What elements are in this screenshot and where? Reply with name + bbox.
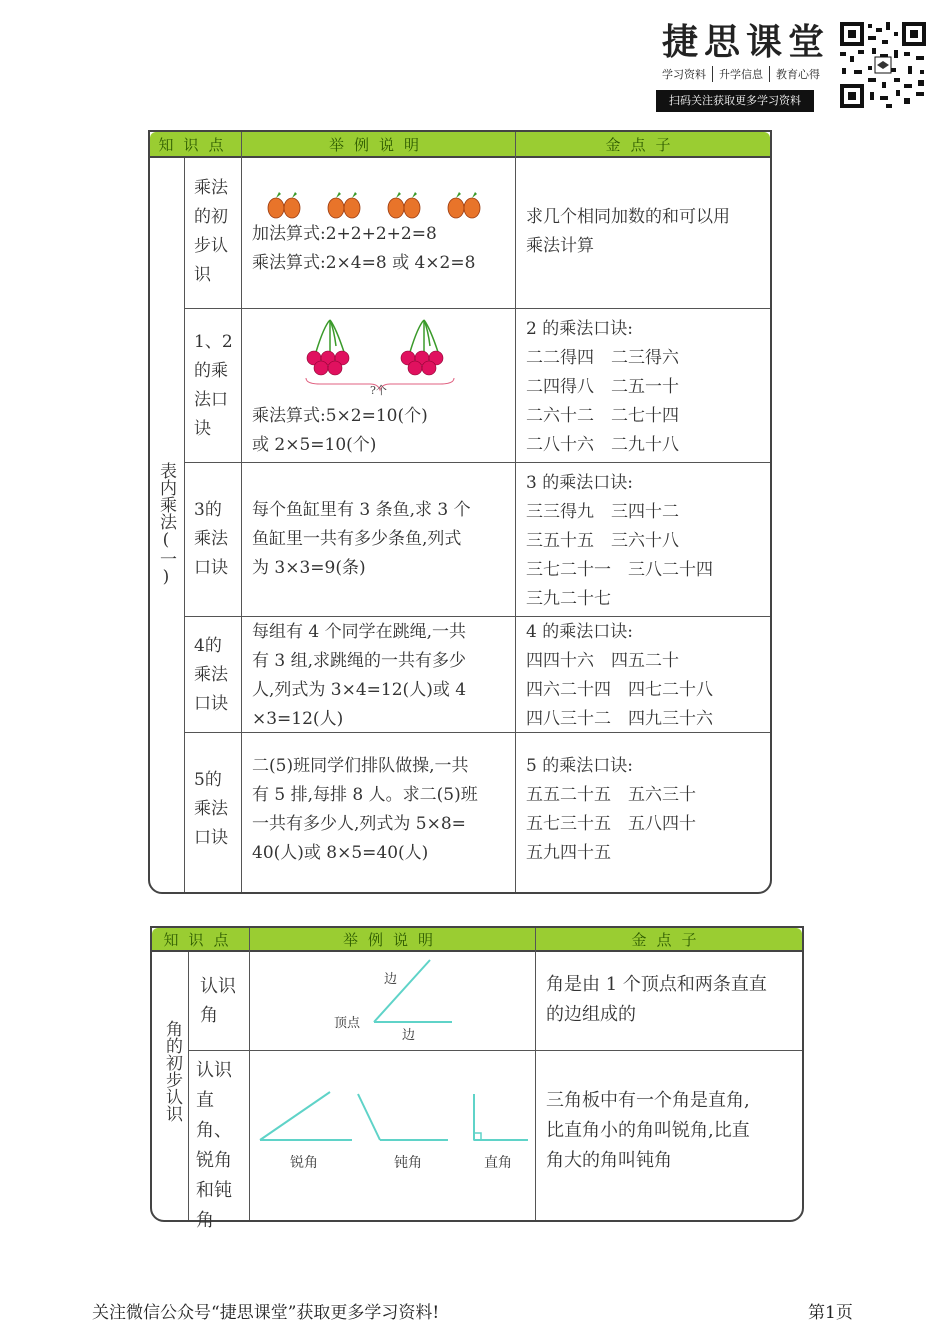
tip-5-line-1: 5 的乘法口诀: <box>526 756 633 776</box>
page-number: 第1页 <box>808 1303 853 1323</box>
topic-angle-types: 认识直角、锐角和钝角 <box>196 1060 232 1231</box>
angle-types-diagram <box>256 1088 534 1148</box>
tip-angle-line-1: 角是由 1 个顶点和两条直直 <box>546 974 767 995</box>
section-label-angles: 角的初步认识 <box>162 1020 182 1122</box>
tip-3-line-5: 三九二十七 <box>526 589 611 609</box>
tip-angle-types-line-1: 三角板中有一个角是直角, <box>546 1090 750 1111</box>
example-3-line-1: 每个鱼缸里有 3 条鱼,求 3 个 <box>252 500 471 520</box>
tip-4-line-4: 四八三十二 四九三十六 <box>526 709 713 729</box>
example-1-line-2: 乘法算式:2×4=8 或 4×2=8 <box>252 253 476 273</box>
label-right: 直角 <box>484 1155 512 1171</box>
tip-3-line-4: 三七二十一 三八二十四 <box>526 560 713 580</box>
label-obtuse: 钝角 <box>394 1155 422 1171</box>
tip-4-line-1: 4 的乘法口诀: <box>526 622 633 642</box>
header-link-education[interactable]: 教育心得 <box>776 68 820 81</box>
example-5-line-1: 二(5)班同学们排队做操,一共 <box>252 756 469 776</box>
tip-2-line-3: 二四得八 二五一十 <box>526 377 679 397</box>
col-header-topic: 知识点 <box>158 135 234 154</box>
table1-header <box>150 132 770 158</box>
tip-2-line-4: 二六十二 二七十四 <box>526 406 679 426</box>
scan-banner: 扫码关注获取更多学习资料 <box>656 90 814 112</box>
topic-5: 5的乘法口诀 <box>194 770 228 848</box>
label-vertex: 顶点 <box>334 1016 361 1031</box>
tip-5-line-4: 五九四十五 <box>526 843 611 863</box>
col-header-example: 举例说明 <box>328 135 429 154</box>
tip-angle-types-line-2: 比直角小的角叫锐角,比直 <box>546 1120 750 1141</box>
col-header-tip-2: 金点子 <box>631 930 707 949</box>
example-2-line-2: 或 2×5=10(个) <box>252 435 377 455</box>
multiplication-table <box>148 130 772 894</box>
angles-table <box>150 926 804 1231</box>
header-link-admission[interactable]: 升学信息 <box>713 66 770 82</box>
example-4-line-3: 人,列式为 3×4=12(人)或 4 <box>252 680 467 700</box>
topic-3: 3的乘法口诀 <box>194 500 228 578</box>
header-link-study[interactable]: 学习资料 <box>656 66 713 82</box>
tip-4-line-2: 四四十六 四五二十 <box>526 651 679 671</box>
example-4-line-4: ×3=12(人) <box>252 709 344 729</box>
tip-1-line-1: 求几个相同加数的和可以用 <box>526 207 730 227</box>
example-5-line-2: 有 5 排,每排 8 人。求二(5)班 <box>252 785 478 805</box>
tip-angle-line-2: 的边组成的 <box>546 1004 636 1025</box>
pears-illustration <box>266 188 496 220</box>
header-links <box>656 66 826 82</box>
tip-5-line-3: 五七三十五 五八四十 <box>526 814 696 834</box>
example-1-line-1: 加法算式:2+2+2+2=8 <box>252 224 437 244</box>
tip-2-line-1: 2 的乘法口诀: <box>526 319 633 339</box>
example-4-line-2: 有 3 组,求跳绳的一共有多少 <box>252 651 467 671</box>
footer-note: 关注微信公众号“捷思课堂”获取更多学习资料! <box>92 1303 440 1323</box>
section-label-multiplication: 表内乘法(一) <box>156 462 176 587</box>
tip-2-line-2: 二二得四 二三得六 <box>526 348 679 368</box>
col-header-tip: 金点子 <box>605 135 681 154</box>
tip-angle-types-line-3: 角大的角叫钝角 <box>546 1150 672 1171</box>
tip-1-line-2: 乘法计算 <box>526 236 594 256</box>
col-header-example-2: 举例说明 <box>342 930 443 949</box>
tip-3-line-3: 三五十五 三六十八 <box>526 531 679 551</box>
tip-5-line-2: 五五二十五 五六三十 <box>526 785 696 805</box>
topic-4: 4的乘法口诀 <box>194 636 228 714</box>
tip-2-line-5: 二八十六 二九十八 <box>526 435 679 455</box>
topic-2: 1、2的乘法口诀 <box>194 332 233 439</box>
brand-title: 捷思课堂 <box>662 21 831 63</box>
cherries-count-label: ?个 <box>370 384 387 397</box>
example-5-line-3: 一共有多少人,列式为 5×8= <box>252 814 466 834</box>
label-edge-top: 边 <box>384 972 398 987</box>
example-3-line-2: 鱼缸里一共有多少条鱼,列式 <box>252 529 462 549</box>
example-5-line-4: 40(人)或 8×5=40(人) <box>252 843 429 863</box>
qr-code-icon[interactable] <box>838 20 928 110</box>
label-acute: 锐角 <box>290 1155 318 1171</box>
example-4-line-1: 每组有 4 个同学在跳绳,一共 <box>252 622 467 642</box>
tip-3-line-2: 三三得九 三四十二 <box>526 502 679 522</box>
example-2-line-1: 乘法算式:5×2=10(个) <box>252 406 428 426</box>
example-3-line-3: 为 3×3=9(条) <box>252 558 366 578</box>
tip-4-line-3: 四六二十四 四七二十八 <box>526 680 713 700</box>
topic-1: 乘法的初步认识 <box>194 178 228 285</box>
topic-angle: 认识角 <box>200 976 236 1026</box>
tip-3-line-1: 3 的乘法口诀: <box>526 473 633 493</box>
label-edge-bottom: 边 <box>402 1028 416 1043</box>
col-header-topic-2: 知识点 <box>163 930 239 949</box>
